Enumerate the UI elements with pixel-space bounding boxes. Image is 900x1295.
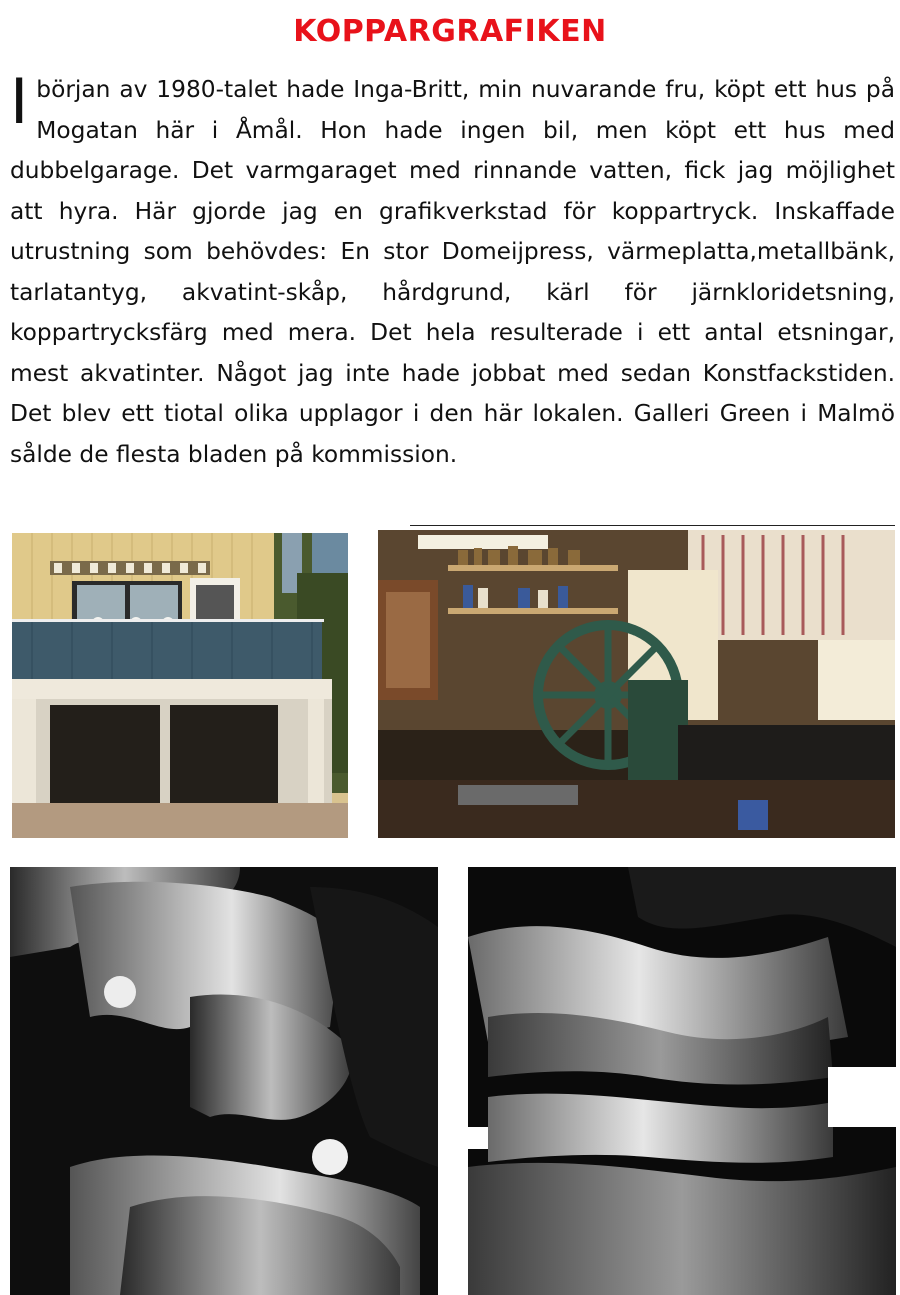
divider-line: [410, 525, 895, 526]
drop-cap: I: [10, 65, 29, 138]
article-body: början av 1980-talet hade Inga-Britt, min nuvarande fru, köpt ett hus på Mogatan här i Åmål. Hon hade ingen bil, men köpt ett hus med dubbelgarage. Det varmgaraget med rinnande vatten, fick jag möjlighet att hyra. Här gjorde jag en grafikverkstad för koppartryck. Inskaffade utrustning som behövdes: En stor Domeijpress, värmeplatta,metallbänk, tarlatantyg, akvatint-skåp, hårdgrund, kärl för järnkloridetsning, koppartrycksfärg med mera. Det hela resulterade i ett antal etsningar, mest akvatinter. Något jag inte hade jobbat med sedan Konstfackstiden. Det blev ett tiotal olika upplagor i den här lokalen. Galleri Green i Malmö sålde de flesta bladen på kommission.: [10, 76, 895, 468]
workshop-press-photo: [378, 530, 895, 838]
page-title: KOPPARGRAFIKEN: [293, 14, 607, 49]
etching-right: [468, 867, 896, 1295]
house-garage-photo: [12, 533, 348, 838]
etching-left: [10, 867, 438, 1295]
article-text: [10, 65, 895, 475]
